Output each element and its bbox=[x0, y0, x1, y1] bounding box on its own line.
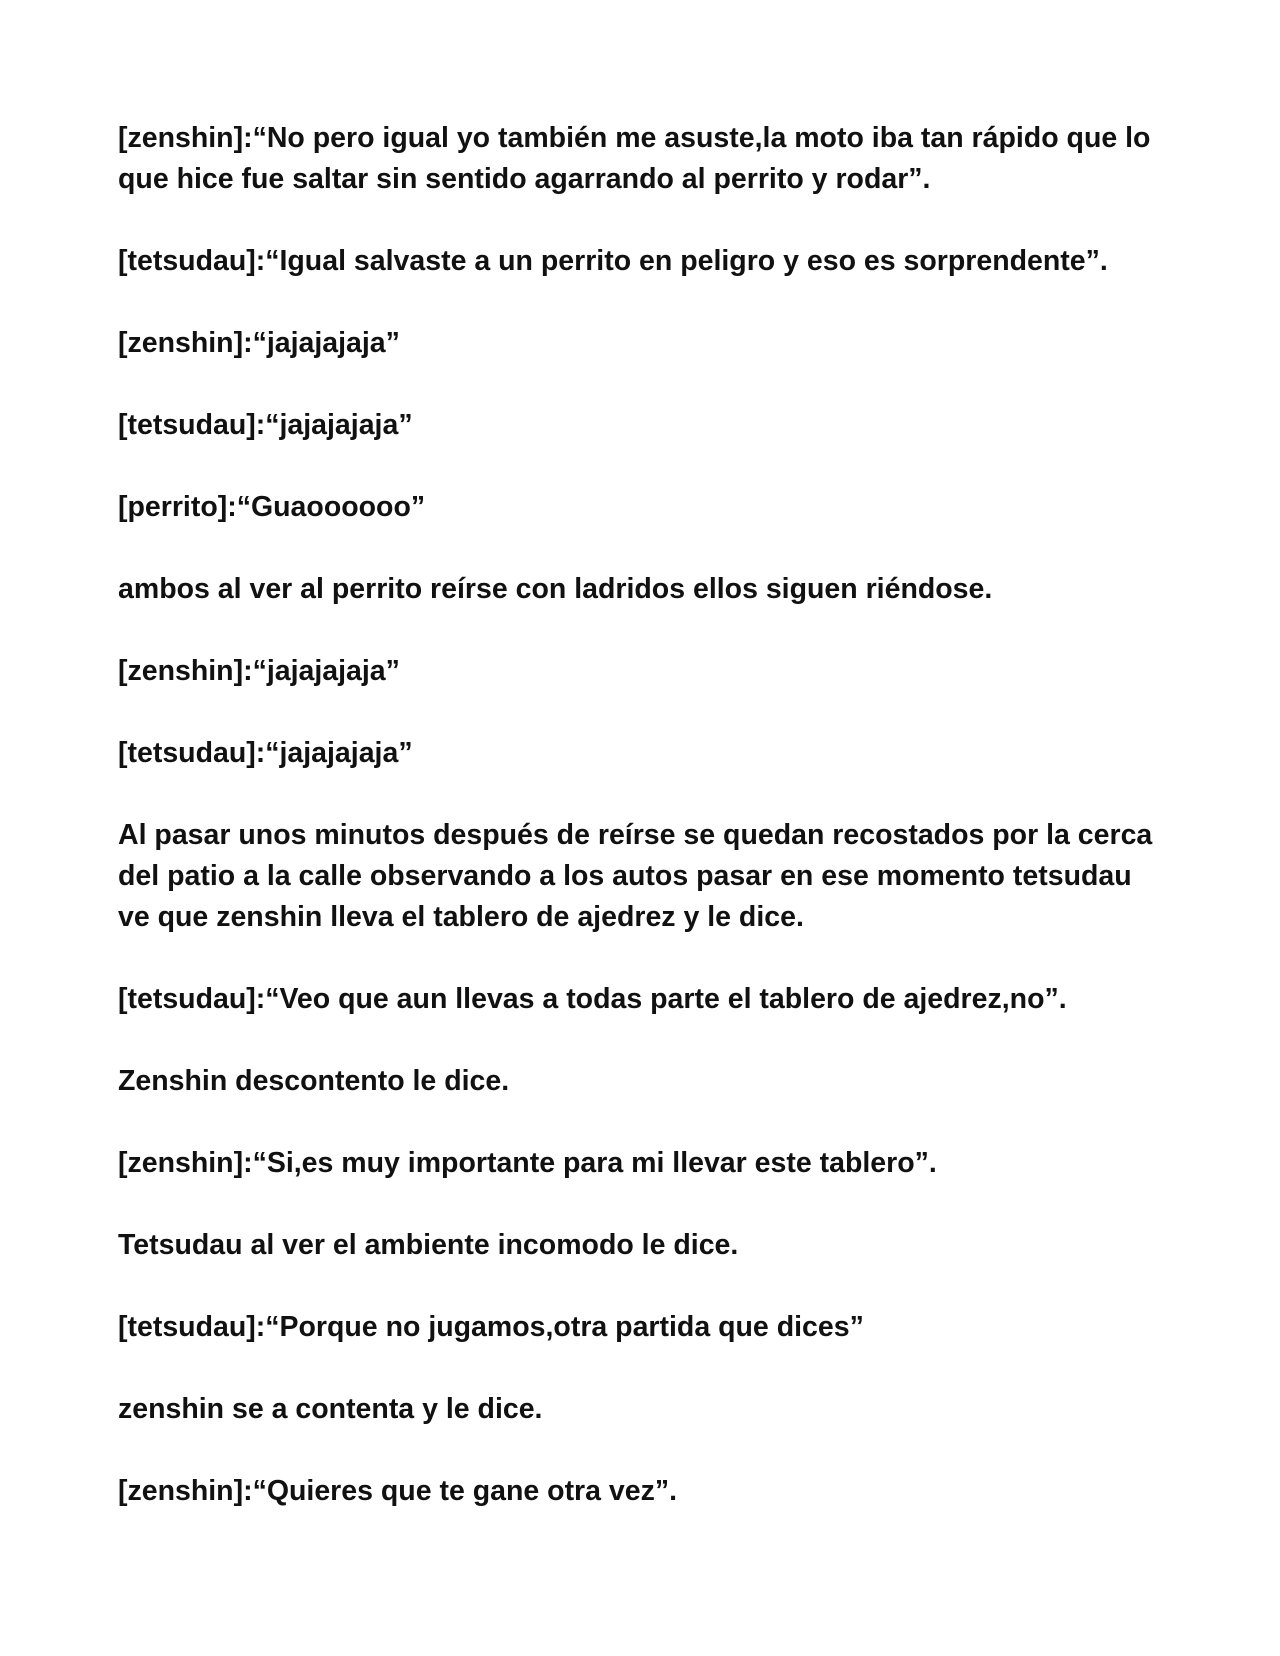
paragraph-15: zenshin se a contenta y le dice. bbox=[118, 1393, 543, 1425]
paragraph-7: [zenshin]:“jajajajaja” bbox=[118, 655, 400, 687]
paragraph-11: Zenshin descontento le dice. bbox=[118, 1065, 510, 1097]
paragraph-16: [zenshin]:“Quieres que te gane otra vez”. bbox=[118, 1475, 678, 1507]
paragraph-13: Tetsudau al ver el ambiente incomodo le dice. bbox=[118, 1229, 739, 1261]
paragraph-6: ambos al ver al perrito reírse con ladridos ellos siguen riéndose. bbox=[118, 573, 993, 605]
paragraph-5: [perrito]:“Guaoooooo” bbox=[118, 491, 426, 523]
paragraph-4: [tetsudau]:“jajajajaja” bbox=[118, 409, 413, 441]
document-body bbox=[118, 118, 1168, 1553]
paragraph-10: [tetsudau]:“Veo que aun llevas a todas parte el tablero de ajedrez,no”. bbox=[118, 983, 1067, 1015]
paragraph-3: [zenshin]:“jajajajaja” bbox=[118, 327, 400, 359]
paragraph-9: Al pasar unos minutos después de reírse se quedan recostados por la cerca del patio a la calle observando a los autos pasar en ese momento tetsudau ve que zenshin lleva el tablero de ajedrez y le dice. bbox=[118, 819, 1153, 933]
paragraph-1: [zenshin]:“No pero igual yo también me asuste,la moto iba tan rápido que lo que hice fue saltar sin sentido agarrando al perrito y rodar”. bbox=[118, 122, 1151, 195]
paragraph-12: [zenshin]:“Si,es muy importante para mi llevar este tablero”. bbox=[118, 1147, 937, 1179]
paragraph-14: [tetsudau]:“Porque no jugamos,otra partida que dices” bbox=[118, 1311, 864, 1343]
paragraph-2: [tetsudau]:“Igual salvaste a un perrito en peligro y eso es sorprendente”. bbox=[118, 245, 1108, 277]
paragraph-8: [tetsudau]:“jajajajaja” bbox=[118, 737, 413, 769]
